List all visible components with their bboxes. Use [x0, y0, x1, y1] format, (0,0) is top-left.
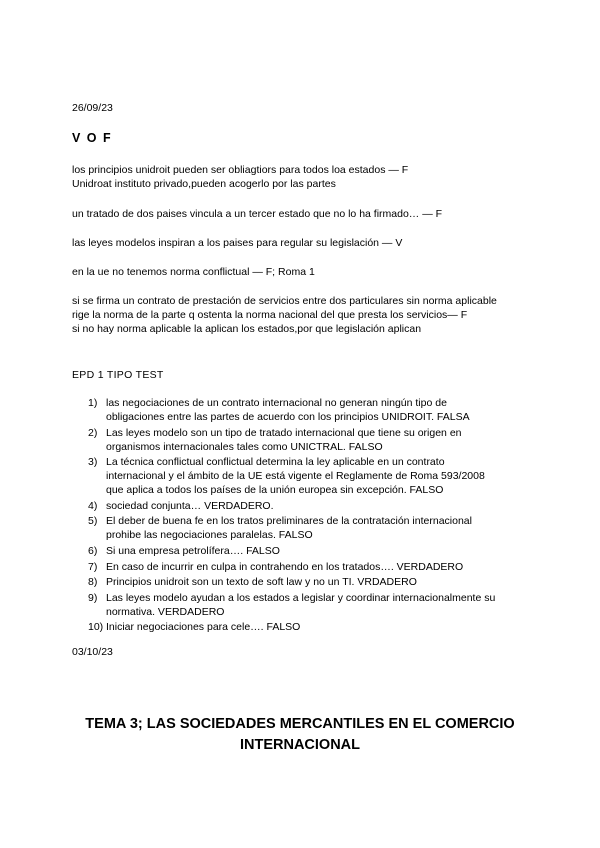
test-item-3 — [72, 455, 532, 497]
test-item-number: 5) — [88, 515, 98, 528]
test-item-1 — [72, 396, 532, 424]
test-item-number: 6) — [88, 544, 98, 557]
test-item-9 — [72, 591, 532, 619]
test-item-number: 10) — [88, 621, 104, 634]
test-item-number: 2) — [88, 426, 98, 439]
test-item-text: Principios unidroit son un texto de soft law y no un TI. VRDADERO — [106, 576, 417, 589]
test-item-7 — [72, 560, 532, 574]
test-item-4 — [72, 499, 532, 513]
vof-line-6: si se firma un contrato de prestación de servicios entre dos particulares sin norma aplicable — [72, 295, 497, 307]
test-item-text: En caso de incurrir en culpa in contrahendo en los tratados…. VERDADERO — [106, 560, 464, 573]
test-item-number: 1) — [88, 397, 98, 409]
vof-line-7: rige la norma de la parte q ostenta la norma nacional del que presta los servicios— F — [72, 309, 468, 321]
test-item-text: El deber de buena fe en los tratos preliminares de la contratación internacional — [106, 515, 472, 528]
test-item-text: organismos internacionales tales como UNICTRAL. FALSO — [106, 440, 383, 453]
section-title-line-1: TEMA 3; LAS SOCIEDADES MERCANTILES EN EL COMERCIO — [85, 716, 515, 732]
test-item-10 — [72, 620, 532, 634]
test-item-number: 3) — [88, 456, 98, 469]
test-item-number: 7) — [88, 560, 98, 573]
section-title-line-2: INTERNACIONAL — [239, 737, 361, 753]
test-item-text: las negociaciones de un contrato internacional no generan ningún tipo de — [106, 397, 447, 409]
test-item-text: que aplica a todos los países de la unión europea sin excepción. FALSO — [106, 484, 444, 497]
test-list — [72, 396, 532, 636]
test-item-text: Las leyes modelo son un tipo de tratado internacional que tiene su origen en — [106, 426, 462, 439]
test-item-number: 9) — [88, 591, 98, 604]
test-item-text: Si una empresa petrolífera…. FALSO — [106, 544, 280, 557]
vof-heading: V O F — [72, 131, 113, 145]
test-item-text: La técnica conflictual conflictual determina la ley aplicable en un contrato — [106, 456, 445, 469]
test-item-number: 4) — [88, 499, 98, 512]
test-item-text: normativa. VERDADERO — [106, 605, 225, 618]
vof-line-1: los principios unidroit pueden ser obliagtiors para todos loa estados — F — [72, 164, 409, 176]
test-item-5 — [72, 514, 532, 542]
vof-line-2: Unidroat instituto privado,pueden acogerlo por las partes — [72, 178, 336, 190]
test-item-text: internacional y el ámbito de la UE está vigente el Reglamente de Roma 593/2008 — [106, 470, 485, 483]
test-item-text: Iniciar negociaciones para cele…. FALSO — [106, 621, 301, 634]
test-item-6 — [72, 544, 532, 558]
test-item-2 — [72, 426, 532, 454]
date-1: 26/09/23 — [72, 102, 113, 114]
section-title — [0, 714, 600, 756]
test-item-text: prohibe las negociaciones paralelas. FALSO — [106, 529, 313, 542]
vof-line-4: las leyes modelos inspiran a los paises para regular su legislación — V — [72, 237, 403, 249]
vof-line-8: si no hay norma aplicable la aplican los estados,por que legislación aplican — [72, 323, 422, 335]
test-item-text: obligaciones entre las partes de acuerdo con los principios UNIDROIT. FALSA — [106, 411, 470, 423]
epd-heading: EPD 1 TIPO TEST — [72, 369, 164, 381]
test-item-text: Las leyes modelo ayudan a los estados a legislar y coordinar internacionalmente su — [106, 591, 496, 604]
test-item-8 — [72, 575, 532, 589]
test-item-number: 8) — [88, 576, 98, 589]
vof-line-5: en la ue no tenemos norma conflictual — F; Roma 1 — [72, 266, 315, 278]
test-item-text: sociedad conjunta… VERDADERO. — [106, 499, 274, 512]
vof-line-3: un tratado de dos paises vincula a un tercer estado que no lo ha firmado… — F — [72, 208, 443, 220]
date-2: 03/10/23 — [72, 646, 113, 658]
